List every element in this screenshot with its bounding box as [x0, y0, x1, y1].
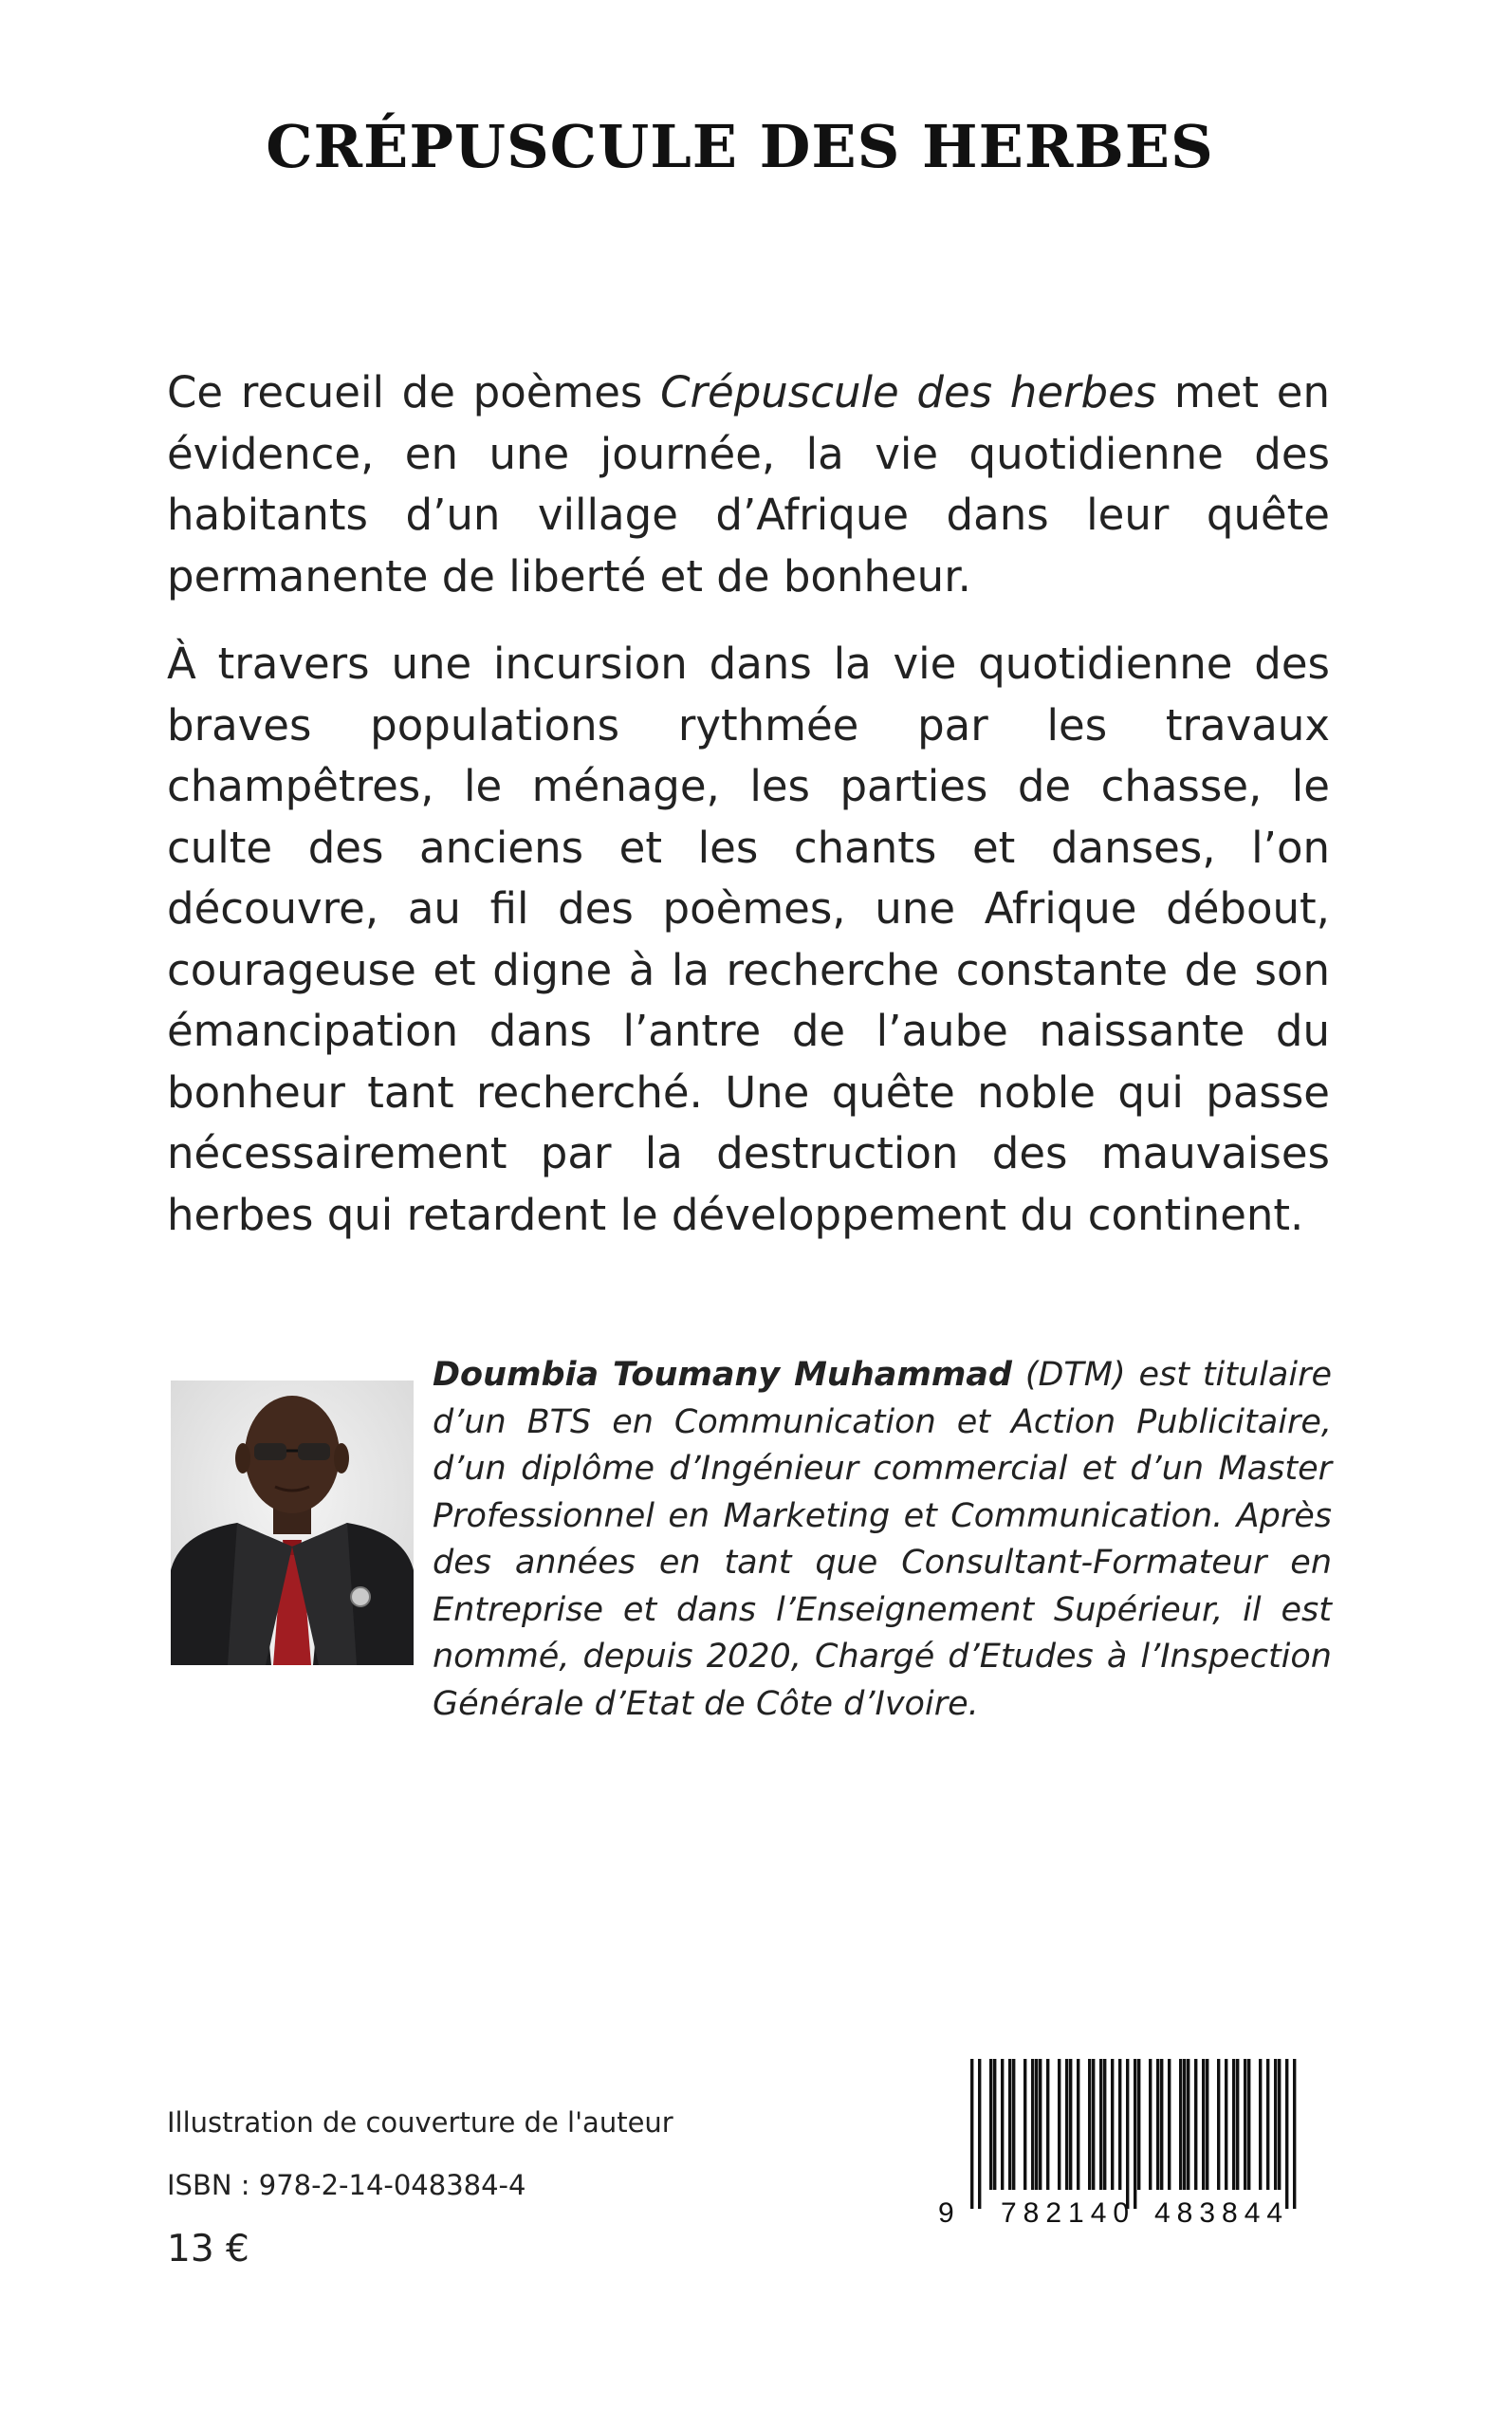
- barcode-bar: [1069, 2059, 1072, 2190]
- barcode-bar: [1137, 2059, 1140, 2190]
- barcode-bar: [1232, 2059, 1235, 2190]
- barcode-bar: [1058, 2059, 1060, 2190]
- barcode-bar: [1012, 2059, 1015, 2190]
- barcode-bar: [1099, 2059, 1102, 2190]
- barcode-bar: [1259, 2059, 1262, 2190]
- barcode-bar: [1160, 2059, 1163, 2190]
- barcode-bar: [1046, 2059, 1049, 2190]
- barcode-bar: [1023, 2059, 1026, 2190]
- barcode-bar: [993, 2059, 996, 2190]
- barcode-bar: [1285, 2059, 1288, 2209]
- illustration-credit: Illustration de couverture de l'auteur: [167, 2106, 673, 2139]
- barcode-bar: [1001, 2059, 1004, 2190]
- barcode-bar: [1194, 2059, 1197, 2190]
- barcode-bar: [1149, 2059, 1152, 2190]
- barcode-bar: [1293, 2059, 1296, 2209]
- barcode-bar: [1187, 2059, 1189, 2190]
- barcode-bar: [1202, 2059, 1205, 2190]
- author-photo: [171, 1381, 414, 1665]
- price: 13 €: [167, 2228, 249, 2270]
- barcode-bars: [970, 2059, 1296, 2209]
- barcode-bar: [1183, 2059, 1186, 2190]
- barcode-bar: [1077, 2059, 1079, 2190]
- blurb-p1-end: met en évidence, en une journée, la vie quotidienne des habitants d’un village d’Afrique dans leur quête permanente de liberté et de bonheur.: [167, 367, 1330, 602]
- barcode-bar: [1088, 2059, 1091, 2190]
- blurb-paragraph-1: [167, 362, 1330, 607]
- barcode-bar: [1111, 2059, 1114, 2190]
- barcode-bar: [1179, 2059, 1182, 2190]
- barcode-bar: [1126, 2059, 1129, 2209]
- barcode-bar: [1247, 2059, 1250, 2190]
- barcode-digits-left: 782140: [1001, 2197, 1136, 2229]
- barcode-bar: [989, 2059, 992, 2190]
- isbn-barcode: [934, 2059, 1333, 2230]
- back-cover-blurb: [167, 362, 1330, 1272]
- blurb-p1-start: Ce recueil de poèmes: [167, 367, 661, 417]
- barcode-bar: [1244, 2059, 1246, 2190]
- barcode-bar: [1278, 2059, 1281, 2190]
- barcode-bar: [1168, 2059, 1171, 2190]
- barcode-bar: [1039, 2059, 1042, 2190]
- barcode-bar: [1103, 2059, 1106, 2190]
- barcode-bar: [1134, 2059, 1136, 2209]
- barcode-bar: [1065, 2059, 1068, 2190]
- barcode-digit-first: 9: [938, 2197, 954, 2229]
- barcode-bar: [1266, 2059, 1269, 2190]
- blurb-paragraph-2: À travers une incursion dans la vie quotidienne des braves populations rythmée par les travaux champêtres, le ménage, les parties de chasse, le culte des anciens et les chants et danses, l’on découvre, au fil des poèmes, une Afrique débout, courageuse et digne à la recherche constante de son émancipation dans l’antre de l’aube naissante du bonheur tant recherché. Une quête noble qui passe nécessairement par la destruction des mauvaises herbes qui retardent le développement du continent.: [167, 639, 1330, 1240]
- barcode-bar: [1206, 2059, 1208, 2190]
- barcode-bar: [1225, 2059, 1227, 2190]
- barcode-bar: [1217, 2059, 1220, 2190]
- barcode-bar: [1274, 2059, 1277, 2190]
- barcode-digits-right: 483844: [1154, 2197, 1290, 2229]
- barcode-bar: [970, 2059, 973, 2209]
- barcode-bar: [1236, 2059, 1239, 2190]
- barcode-bar: [1092, 2059, 1095, 2190]
- author-name: Doumbia Toumany Muhammad: [433, 1356, 1012, 1394]
- blurb-p1-title-italic: Crépuscule des herbes: [660, 367, 1157, 417]
- isbn: ISBN : 978-2-14-048384-4: [167, 2169, 526, 2201]
- barcode-bar: [1118, 2059, 1121, 2190]
- barcode-bar: [1035, 2059, 1038, 2190]
- barcode-bar: [1008, 2059, 1011, 2190]
- barcode-bar: [978, 2059, 981, 2209]
- author-bio: [433, 1352, 1332, 1728]
- author-bio-text: (DTM) est titulaire d’un BTS en Communication et Action Publicitaire, d’un diplôme d’Ingénieur commercial et d’un Master Professionnel en Marketing et Communication. Après des années en tant que Consultant-Formateur en Entreprise et dans l’Enseignement Supérieur, il est nommé, depuis 2020, Chargé d’Etudes à l’Inspection Générale d’Etat de Côte d’Ivoire.: [433, 1356, 1332, 1723]
- barcode-bar: [1031, 2059, 1034, 2190]
- author-portrait-illustration: [171, 1381, 414, 1665]
- book-title: CRÉPUSCULE DES HERBES: [266, 112, 1214, 181]
- barcode-bar: [1156, 2059, 1159, 2190]
